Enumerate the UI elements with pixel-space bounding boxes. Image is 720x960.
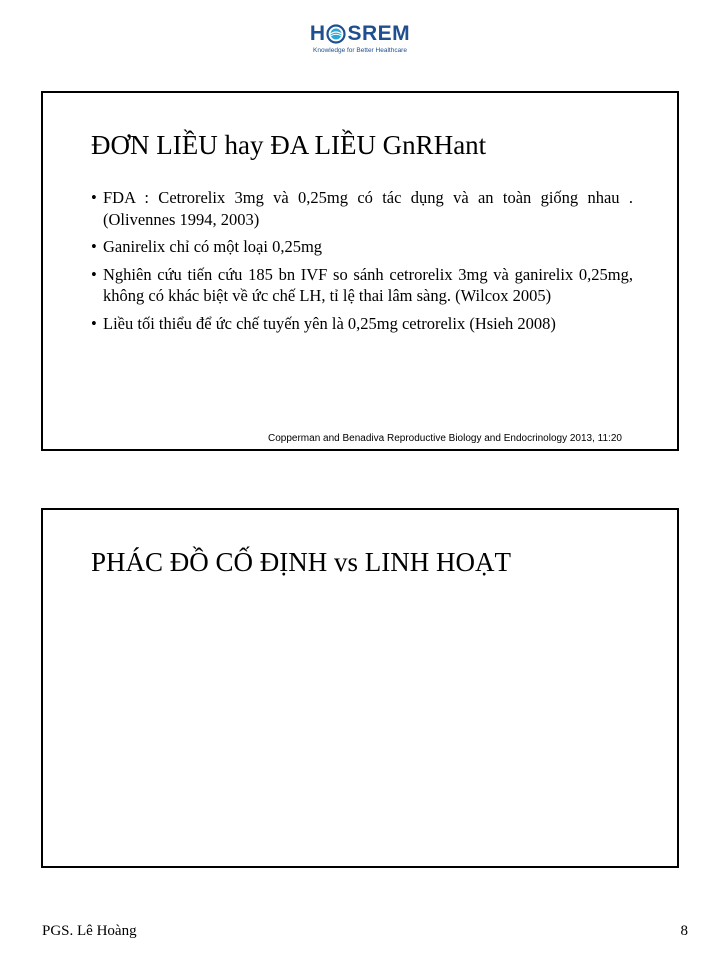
bullet-item: [91, 236, 633, 258]
bullet-item: [91, 313, 633, 335]
slide-title: ĐƠN LIỀU hay ĐA LIỀU GnRHant: [91, 130, 487, 160]
slide-thumbnail-1: [41, 91, 679, 451]
logo-wordmark: [300, 22, 420, 46]
footer-author: PGS. Lê Hoàng: [42, 923, 137, 939]
bullet-marker: •: [91, 237, 97, 256]
bullet-list: [91, 187, 633, 340]
logo-text-right: SREM: [347, 22, 411, 45]
hosrem-logo: [300, 22, 420, 62]
bullet-text: Nghiên cứu tiến cứu 185 bn IVF so sánh cetrorelix 3mg và ganirelix 0,25mg, không có khác biệt về ức chế LH, tỉ lệ thai lâm sàng. (Wilcox 2005): [103, 264, 633, 305]
logo-tagline: Knowledge for Better Healthcare: [313, 47, 407, 54]
bullet-marker: •: [91, 188, 97, 207]
slide-thumbnail-2: [41, 508, 679, 868]
page-number: 8: [680, 923, 688, 939]
citation: Copperman and Benadiva Reproductive Biology and Endocrinology 2013, 11:20: [268, 433, 622, 444]
slide-title: PHÁC ĐỒ CỐ ĐỊNH vs LINH HOẠT: [91, 547, 511, 577]
logo-text-left: H: [309, 22, 326, 45]
bullet-marker: •: [91, 313, 97, 333]
bullet-marker: •: [91, 264, 97, 284]
bullet-item: [91, 264, 633, 307]
bullet-item: [91, 187, 633, 230]
globe-icon: [326, 24, 346, 44]
bullet-text: Liều tối thiểu để ức chế tuyến yên là 0,25mg cetrorelix (Hsieh 2008): [103, 313, 556, 333]
bullet-text: Ganirelix chỉ có một loại 0,25mg: [103, 237, 323, 256]
bullet-text: FDA : Cetrorelix 3mg và 0,25mg có tác dụng và an toàn giống nhau . (Olivennes 1994, 2003): [103, 188, 633, 229]
